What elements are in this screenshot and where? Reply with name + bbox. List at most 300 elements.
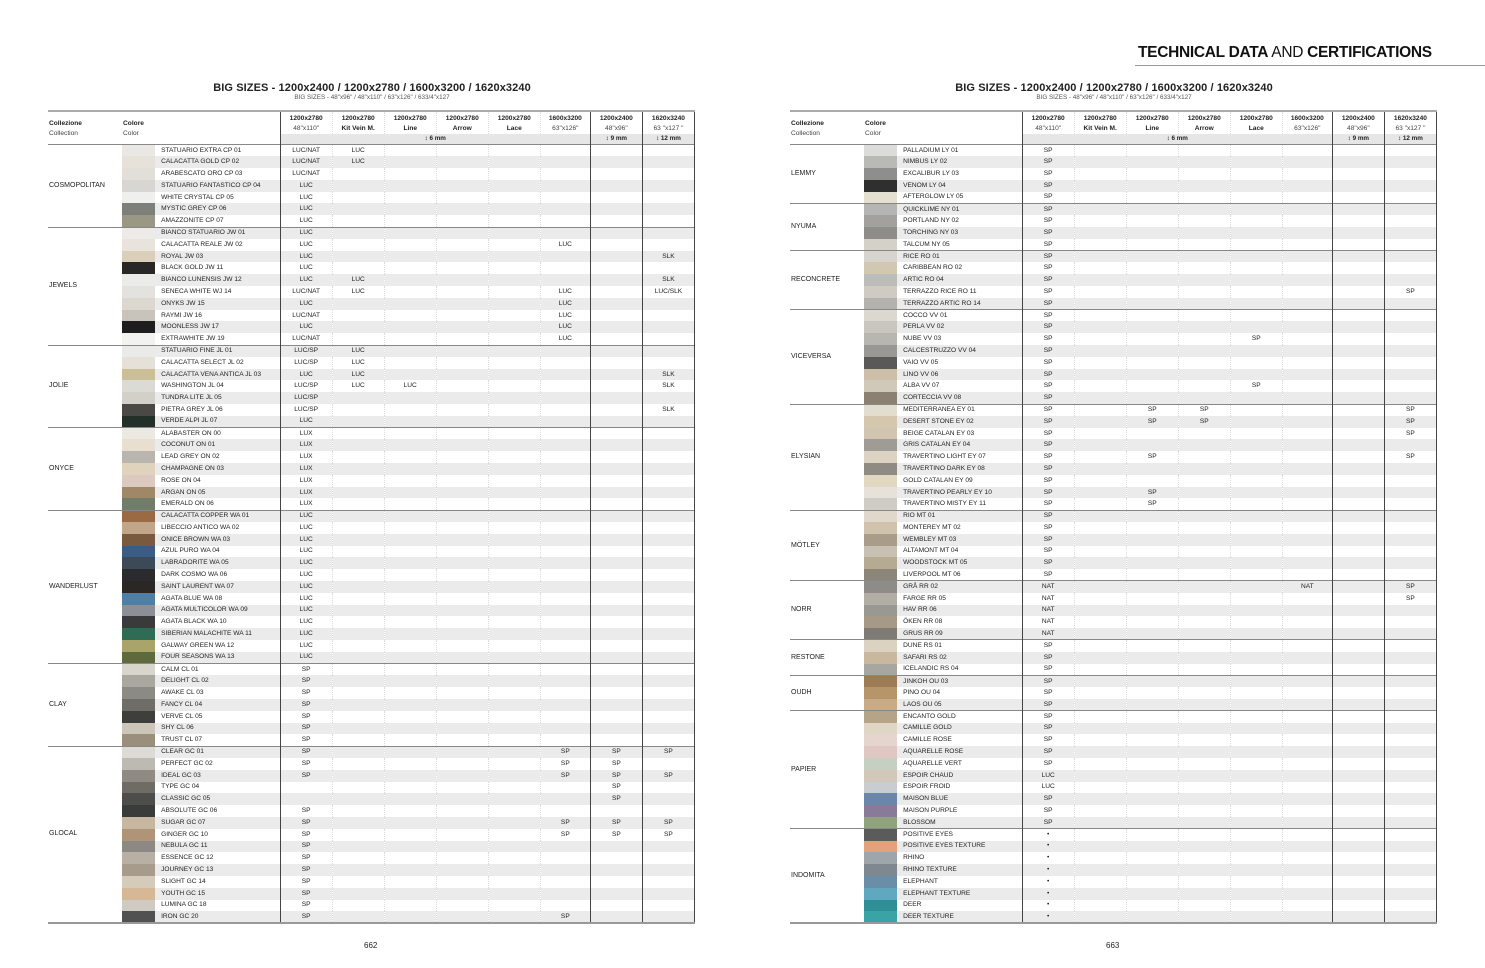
- finish-cell: •: [1022, 829, 1074, 841]
- finish-cell: [590, 451, 642, 463]
- color-swatch: [864, 711, 897, 723]
- finish-cell: [1074, 369, 1126, 381]
- finish-cell: [1074, 380, 1126, 392]
- finish-cell: [488, 333, 540, 345]
- finish-cell: [332, 770, 384, 782]
- finish-cell: [1230, 687, 1282, 699]
- color-name: ICELANDIC RS 04: [903, 665, 959, 673]
- finish-cell: [1384, 310, 1436, 322]
- finish-cell: [1178, 864, 1230, 876]
- finish-cell: [590, 900, 642, 912]
- finish-cell: [540, 876, 590, 888]
- finish-cell: [1384, 168, 1436, 180]
- color-name: LIVERPOOL MT 06: [903, 570, 961, 578]
- table-row: [790, 734, 1437, 746]
- table-row: [790, 498, 1437, 510]
- color-swatch: [864, 758, 897, 770]
- color-name: ESSENCE GC 12: [161, 854, 214, 862]
- finish-cell: [488, 593, 540, 605]
- finish-cell: [642, 392, 694, 404]
- color-swatch: [864, 451, 897, 463]
- finish-cell: [384, 227, 436, 239]
- finish-cell: [1384, 841, 1436, 853]
- collection-name: NYUMA: [790, 203, 864, 250]
- color-swatch: [122, 616, 155, 628]
- finish-cell: •: [1022, 852, 1074, 864]
- color-name: TRAVERTINO DARK EY 08: [897, 463, 1022, 475]
- finish-cell: SP: [1022, 298, 1074, 310]
- finish-cell: [540, 557, 590, 569]
- finish-cell: [540, 369, 590, 381]
- finish-cell: [1074, 829, 1126, 841]
- finish-cell: [642, 239, 694, 251]
- color-name: BIANCO LUNENSIS JW 12: [155, 274, 280, 286]
- finish-cell: [488, 192, 540, 204]
- finish-cell: SP: [1022, 793, 1074, 805]
- finish-cell: [384, 616, 436, 628]
- finish-cell: [590, 569, 642, 581]
- table-row: [48, 156, 695, 168]
- finish-cell: [488, 439, 540, 451]
- finish-cell: [1384, 793, 1436, 805]
- finish-cell: [1178, 345, 1230, 357]
- finish-cell: [1332, 345, 1384, 357]
- finish-cell: [1074, 392, 1126, 404]
- finish-cell: [1332, 793, 1384, 805]
- finish-cell: [384, 557, 436, 569]
- color-swatch: [864, 746, 897, 758]
- finish-cell: [1074, 817, 1126, 829]
- color-name: ALBA VV 07: [903, 382, 940, 390]
- finish-cell: [590, 888, 642, 900]
- color-swatch: [864, 664, 897, 676]
- finish-cell: [384, 251, 436, 263]
- finish-cell: [642, 510, 694, 522]
- finish-cell: SP: [1022, 404, 1074, 416]
- finish-cell: [1384, 699, 1436, 711]
- finish-cell: SP: [1126, 451, 1178, 463]
- finish-cell: [642, 664, 694, 676]
- color-swatch: [864, 487, 897, 499]
- color-swatch: [122, 770, 155, 782]
- color-name: LUMINA GC 18: [161, 901, 207, 909]
- finish-cell: [1230, 168, 1282, 180]
- finish-cell: [1126, 475, 1178, 487]
- finish-cell: [590, 428, 642, 440]
- color-name: ELEPHANT TEXTURE: [897, 888, 1022, 900]
- color-name: TERRAZZO RICE RO 11: [903, 287, 977, 295]
- finish-cell: [642, 192, 694, 204]
- finish-cell: [1332, 723, 1384, 735]
- finish-cell: [332, 616, 384, 628]
- finish-cell: [1178, 274, 1230, 286]
- finish-cell: [1074, 546, 1126, 558]
- table-row: [48, 192, 695, 204]
- collection-header: [48, 111, 122, 145]
- color-swatch: [122, 392, 155, 404]
- color-swatch: [864, 145, 897, 157]
- finish-cell: [1230, 534, 1282, 546]
- finish-cell: [1126, 664, 1178, 676]
- finish-cell: LUC: [280, 180, 332, 192]
- color-name: DUNE RS 01: [897, 640, 1022, 652]
- finish-cell: SP: [1230, 380, 1282, 392]
- table-row: [790, 876, 1437, 888]
- finish-cell: [590, 156, 642, 168]
- color-name: VERVE CL 05: [161, 712, 203, 720]
- finish-cell: [642, 498, 694, 510]
- finish-cell: [1074, 510, 1126, 522]
- finish-cell: [540, 428, 590, 440]
- finish-cell: [1332, 640, 1384, 652]
- finish-cell: [1178, 333, 1230, 345]
- color-swatch: [864, 770, 897, 782]
- color-swatch: [864, 652, 897, 664]
- finish-cell: [1074, 428, 1126, 440]
- finish-cell: SP: [1022, 357, 1074, 369]
- finish-cell: [384, 758, 436, 770]
- finish-cell: [332, 333, 384, 345]
- size-column-header: [540, 111, 590, 134]
- finish-cell: LUC: [280, 192, 332, 204]
- color-name: DEER TEXTURE: [897, 911, 1022, 923]
- finish-cell: [1178, 498, 1230, 510]
- finish-cell: [1282, 817, 1332, 829]
- finish-cell: [1230, 145, 1282, 157]
- collection-name: RECONCRETE: [790, 251, 864, 310]
- finish-cell: [540, 227, 590, 239]
- finish-cell: LUX: [280, 498, 332, 510]
- size-label: 1600x3200: [548, 115, 582, 122]
- finish-cell: LUC: [280, 640, 332, 652]
- finish-cell: [540, 782, 590, 794]
- finish-cell: [332, 227, 384, 239]
- table-row: [790, 687, 1437, 699]
- color-swatch: [122, 793, 155, 805]
- finish-cell: [540, 652, 590, 664]
- finish-cell: SP: [1022, 569, 1074, 581]
- finish-cell: [332, 900, 384, 912]
- color-name: IRON GC 20: [155, 911, 280, 923]
- finish-cell: [488, 569, 540, 581]
- finish-cell: [1126, 734, 1178, 746]
- finish-cell: [590, 357, 642, 369]
- finish-cell: [1126, 640, 1178, 652]
- table-row: [790, 369, 1437, 381]
- color-swatch: [122, 817, 155, 829]
- color-name: PERFECT GC 02: [161, 759, 213, 767]
- finish-cell: [1074, 911, 1126, 923]
- color-name: AMAZZONITE CP 07: [161, 216, 224, 224]
- finish-cell: [1282, 746, 1332, 758]
- finish-cell: [332, 416, 384, 428]
- finish-cell: [1282, 215, 1332, 227]
- finish-cell: [590, 628, 642, 640]
- finish-cell: [1230, 758, 1282, 770]
- finish-cell: SP: [1022, 557, 1074, 569]
- finish-cell: SP: [1126, 487, 1178, 499]
- finish-cell: SP: [280, 770, 332, 782]
- finish-cell: [1178, 428, 1230, 440]
- finish-cell: [1178, 664, 1230, 676]
- table-row: [790, 770, 1437, 782]
- finish-cell: LUC: [280, 274, 332, 286]
- finish-cell: [1074, 687, 1126, 699]
- finish-cell: [1074, 475, 1126, 487]
- finish-cell: [1074, 746, 1126, 758]
- table-row: [48, 392, 695, 404]
- finish-cell: [642, 687, 694, 699]
- table-row: [790, 723, 1437, 735]
- table-row: [790, 333, 1437, 345]
- color-name: PALLADIUM LY 01: [897, 145, 1022, 157]
- table-row: [790, 345, 1437, 357]
- finish-cell: SP: [1022, 498, 1074, 510]
- finish-cell: [1230, 817, 1282, 829]
- finish-cell: [590, 192, 642, 204]
- size-table: [48, 110, 695, 924]
- color-name: GRUS RR 09: [897, 628, 1022, 640]
- finish-cell: [436, 628, 488, 640]
- size-column-header: [488, 111, 540, 134]
- color-name: CALM CL 01: [155, 664, 280, 676]
- color-name: TORCHING NY 03: [897, 227, 1022, 239]
- finish-cell: SP: [1022, 180, 1074, 192]
- color-name: WOODSTOCK MT 05: [897, 557, 1022, 569]
- finish-cell: [1178, 911, 1230, 923]
- color-swatch: [864, 605, 897, 617]
- finish-cell: [590, 180, 642, 192]
- finish-cell: [384, 274, 436, 286]
- finish-cell: [1178, 475, 1230, 487]
- finish-cell: [384, 522, 436, 534]
- table-row: [48, 888, 695, 900]
- finish-cell: [1282, 416, 1332, 428]
- finish-cell: SP: [1022, 428, 1074, 440]
- finish-cell: LUC/SP: [280, 380, 332, 392]
- finish-cell: SP: [1022, 416, 1074, 428]
- color-swatch: [122, 416, 155, 428]
- finish-cell: [1282, 310, 1332, 322]
- finish-cell: [436, 864, 488, 876]
- finish-cell: LUC: [280, 593, 332, 605]
- finish-cell: [1074, 628, 1126, 640]
- finish-cell: [1384, 439, 1436, 451]
- finish-cell: [1178, 652, 1230, 664]
- color-name: PINO OU 04: [903, 689, 941, 697]
- finish-cell: [1332, 852, 1384, 864]
- finish-cell: [332, 841, 384, 853]
- header-row: [790, 111, 1437, 134]
- finish-cell: [332, 852, 384, 864]
- finish-cell: [1384, 215, 1436, 227]
- finish-cell: LUC: [332, 274, 384, 286]
- thickness-9mm: ↕ 9 mm: [1332, 134, 1384, 145]
- finish-cell: [1230, 416, 1282, 428]
- color-name: JINKOH OU 03: [897, 675, 1022, 687]
- finish-cell: [1126, 593, 1178, 605]
- color-swatch: [122, 734, 155, 746]
- finish-cell: [1230, 652, 1282, 664]
- finish-cell: [332, 487, 384, 499]
- finish-cell: [1282, 652, 1332, 664]
- color-name: CLASSIC GC 05: [155, 793, 280, 805]
- finish-cell: [1384, 817, 1436, 829]
- color-swatch: [864, 864, 897, 876]
- finish-cell: [384, 782, 436, 794]
- finish-cell: [590, 168, 642, 180]
- finish-cell: [1074, 310, 1126, 322]
- finish-cell: [1384, 652, 1436, 664]
- color-swatch: [122, 203, 155, 215]
- finish-cell: [332, 498, 384, 510]
- finish-cell: [436, 793, 488, 805]
- finish-cell: [1282, 593, 1332, 605]
- color-swatch: [864, 298, 897, 310]
- finish-cell: [540, 888, 590, 900]
- finish-cell: [1230, 675, 1282, 687]
- header-and: AND: [1268, 44, 1308, 61]
- finish-cell: [384, 416, 436, 428]
- finish-cell: [436, 333, 488, 345]
- finish-cell: [332, 640, 384, 652]
- finish-cell: LUC: [280, 616, 332, 628]
- finish-cell: [540, 546, 590, 558]
- finish-cell: SP: [280, 888, 332, 900]
- finish-cell: SP: [1022, 192, 1074, 204]
- table-row: [48, 758, 695, 770]
- finish-cell: [1230, 180, 1282, 192]
- finish-cell: [1074, 758, 1126, 770]
- finish-cell: [1178, 321, 1230, 333]
- color-name: TUNDRA LITE JL 05: [155, 392, 280, 404]
- finish-cell: [1178, 510, 1230, 522]
- finish-cell: [642, 758, 694, 770]
- finish-cell: SP: [1022, 274, 1074, 286]
- finish-cell: [1230, 557, 1282, 569]
- thickness-12mm: ↕ 12 mm: [1384, 134, 1436, 145]
- finish-cell: [1332, 687, 1384, 699]
- finish-cell: [540, 900, 590, 912]
- finish-cell: [436, 180, 488, 192]
- finish-cell: [590, 239, 642, 251]
- section-header: [1138, 44, 1432, 62]
- finish-cell: LUC: [332, 286, 384, 298]
- color-swatch: [122, 262, 155, 274]
- finish-cell: [642, 640, 694, 652]
- finish-cell: [1178, 876, 1230, 888]
- finish-cell: SP: [540, 911, 590, 923]
- finish-cell: SP: [1022, 333, 1074, 345]
- color-name: LEAD GREY ON 02: [161, 453, 220, 461]
- color-swatch: [122, 345, 155, 357]
- color-name: BEIGE CATALAN EY 03: [903, 429, 975, 437]
- collection-name: CLAY: [48, 664, 122, 747]
- finish-cell: [384, 628, 436, 640]
- finish-cell: [488, 463, 540, 475]
- finish-cell: [1332, 180, 1384, 192]
- finish-cell: [332, 687, 384, 699]
- finish-cell: [488, 321, 540, 333]
- finish-cell: [642, 463, 694, 475]
- finish-cell: [1332, 333, 1384, 345]
- finish-cell: [436, 723, 488, 735]
- finish-cell: [590, 734, 642, 746]
- finish-cell: [1282, 274, 1332, 286]
- finish-cell: [384, 428, 436, 440]
- color-name: TRAVERTINO PEARLY EY 10: [897, 487, 1022, 499]
- table-row: [790, 203, 1437, 215]
- finish-cell: [1126, 180, 1178, 192]
- finish-cell: SP: [1022, 451, 1074, 463]
- finish-cell: SP: [280, 699, 332, 711]
- color-swatch: [864, 640, 897, 652]
- finish-cell: [1074, 262, 1126, 274]
- finish-cell: SLK: [642, 380, 694, 392]
- finish-cell: LUC: [332, 369, 384, 381]
- finish-cell: [590, 723, 642, 735]
- color-name: DARK COSMO WA 06: [161, 571, 228, 579]
- color-name: SHY CL 06: [155, 723, 280, 735]
- finish-cell: [590, 557, 642, 569]
- finish-cell: [332, 793, 384, 805]
- finish-cell: SP: [642, 770, 694, 782]
- finish-cell: [1230, 239, 1282, 251]
- color-swatch: [122, 286, 155, 298]
- color-swatch: [864, 900, 897, 912]
- finish-cell: [1384, 510, 1436, 522]
- finish-cell: [1178, 900, 1230, 912]
- finish-cell: [488, 911, 540, 923]
- color-name: TALCUM NY 05: [903, 240, 950, 248]
- finish-cell: [1282, 404, 1332, 416]
- finish-cell: [1178, 156, 1230, 168]
- page-right: [790, 82, 1438, 924]
- finish-cell: [1074, 770, 1126, 782]
- finish-cell: [1074, 675, 1126, 687]
- finish-cell: [1178, 734, 1230, 746]
- finish-cell: [1282, 628, 1332, 640]
- finish-cell: [642, 852, 694, 864]
- finish-cell: [590, 369, 642, 381]
- size-sublabel: 63"x126": [552, 125, 579, 132]
- finish-cell: [1332, 805, 1384, 817]
- finish-cell: [1178, 168, 1230, 180]
- finish-cell: SP: [1022, 321, 1074, 333]
- finish-cell: NAT: [1022, 605, 1074, 617]
- table-row: [790, 900, 1437, 912]
- finish-cell: [1332, 841, 1384, 853]
- color-header: [864, 111, 1022, 145]
- finish-cell: [1074, 864, 1126, 876]
- finish-cell: [590, 321, 642, 333]
- finish-cell: [1282, 145, 1332, 157]
- color-swatch: [122, 180, 155, 192]
- finish-cell: [384, 392, 436, 404]
- finish-cell: [384, 357, 436, 369]
- size-label: 1620x3240: [651, 115, 685, 122]
- finish-cell: LUC: [1022, 782, 1074, 794]
- finish-cell: SP: [1022, 711, 1074, 723]
- finish-cell: [1230, 439, 1282, 451]
- finish-cell: [1178, 298, 1230, 310]
- finish-cell: [488, 829, 540, 841]
- finish-cell: [590, 404, 642, 416]
- finish-cell: SP: [1022, 510, 1074, 522]
- finish-cell: LUX: [280, 487, 332, 499]
- finish-cell: [332, 557, 384, 569]
- table-row: [48, 262, 695, 274]
